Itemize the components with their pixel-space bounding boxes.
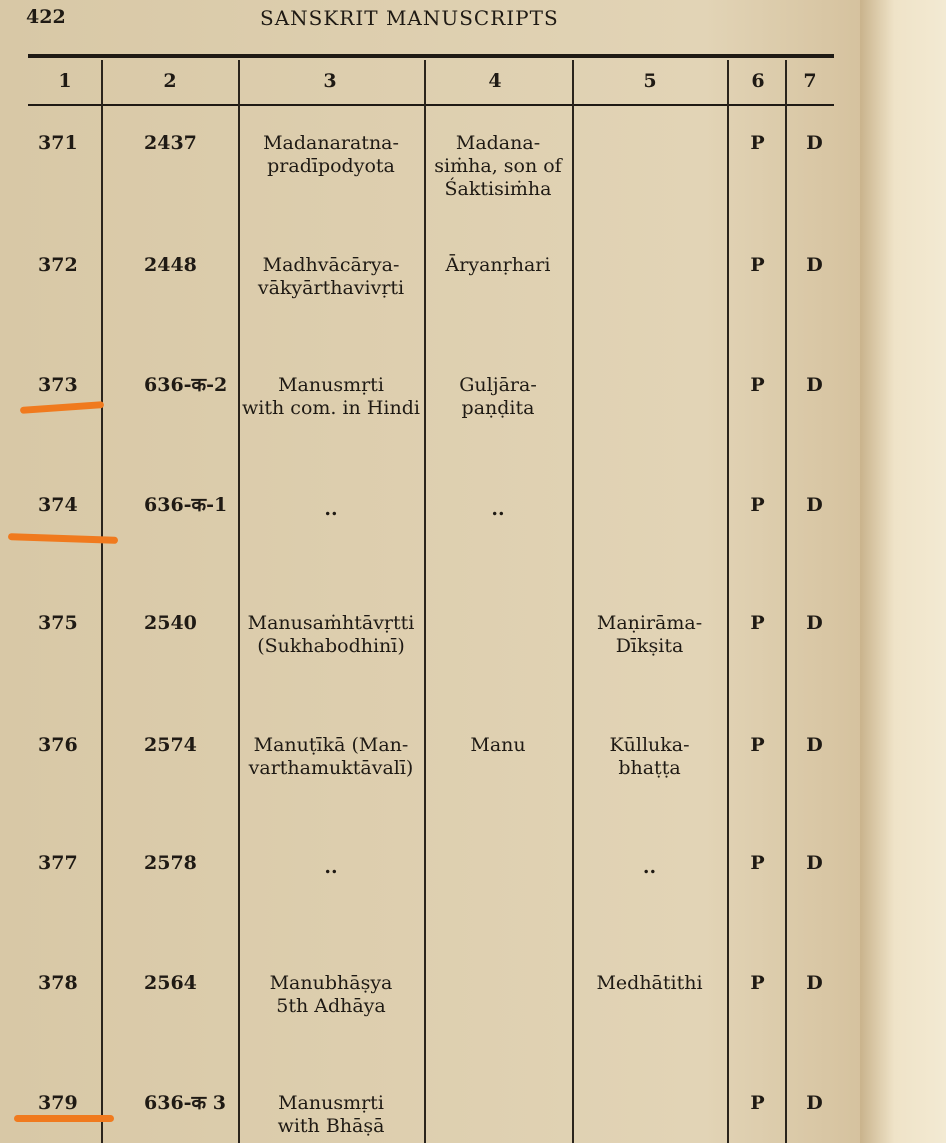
column-header-6: 6 bbox=[751, 70, 765, 92]
page-header bbox=[22, 4, 832, 40]
cell-col2-row375: 2540 bbox=[144, 612, 197, 634]
cell-col4-row371: Śaktisiṁha bbox=[444, 178, 552, 200]
cell-col1-row375: 375 bbox=[38, 612, 78, 634]
cell-col2-row376: 2574 bbox=[144, 734, 197, 756]
cell-col7-row379: D bbox=[806, 1092, 823, 1114]
running-title: SANSKRIT MANUSCRIPTS bbox=[260, 6, 559, 30]
column-header-1: 1 bbox=[58, 70, 72, 92]
column-header-4: 4 bbox=[488, 70, 502, 92]
cell-col1-row372: 372 bbox=[38, 254, 78, 276]
cell-col3-row379: with Bhāṣā bbox=[277, 1115, 385, 1137]
cell-col5-row375: Dīkṣita bbox=[615, 635, 684, 657]
cell-col6-row373: P bbox=[750, 374, 765, 396]
cell-col7-row377: D bbox=[806, 852, 823, 874]
cell-col3-row375: (Sukhabodhinī) bbox=[257, 635, 405, 657]
cell-col3-row372: vākyārthavivṛti bbox=[257, 277, 405, 299]
cell-col7-row373: D bbox=[806, 374, 823, 396]
page-number: 422 bbox=[26, 6, 66, 28]
cell-col3-row374: .. bbox=[324, 498, 338, 520]
cell-col1-row371: 371 bbox=[38, 132, 78, 154]
cell-col5-row378: Medhātithi bbox=[596, 972, 703, 994]
cell-col7-row374: D bbox=[806, 494, 823, 516]
cell-col6-row371: P bbox=[750, 132, 765, 154]
cell-col4-row371: siṁha, son of bbox=[434, 155, 562, 177]
cell-col3-row371: Madanaratna- bbox=[263, 132, 399, 154]
cell-col6-row377: P bbox=[750, 852, 765, 874]
cell-col4-row374: .. bbox=[491, 498, 505, 520]
highlight-mark bbox=[14, 1115, 114, 1122]
cell-col5-row377: .. bbox=[642, 856, 657, 878]
cell-col3-row378: 5th Adhāya bbox=[276, 995, 386, 1017]
cell-col7-row375: D bbox=[806, 612, 823, 634]
column-header-7: 7 bbox=[803, 70, 817, 92]
cell-col6-row375: P bbox=[750, 612, 765, 634]
page-edge bbox=[860, 0, 946, 1143]
cell-col7-row376: D bbox=[806, 734, 823, 756]
cell-col6-row378: P bbox=[750, 972, 765, 994]
cell-col7-row378: D bbox=[806, 972, 823, 994]
top-rule bbox=[28, 54, 834, 58]
cell-col1-row378: 378 bbox=[38, 972, 78, 994]
cell-col4-row373: Guljāra- bbox=[459, 374, 537, 396]
cell-col7-row372: D bbox=[806, 254, 823, 276]
cell-col3-row378: Manubhāṣya bbox=[269, 972, 393, 994]
cell-col5-row375: Maṇirāma- bbox=[596, 612, 703, 634]
cell-col4-row373: paṇḍita bbox=[461, 397, 535, 419]
cell-col2-row379: 636-क 3 bbox=[144, 1092, 226, 1114]
cell-col3-row376: varthamuktāvalī) bbox=[248, 757, 414, 779]
cell-col3-row373: with com. in Hindi bbox=[242, 397, 420, 419]
cell-col6-row376: P bbox=[750, 734, 765, 756]
column-header-5: 5 bbox=[643, 70, 657, 92]
cell-col2-row372: 2448 bbox=[144, 254, 197, 276]
cell-col1-row379: 379 bbox=[38, 1092, 78, 1114]
cell-col6-row379: P bbox=[750, 1092, 765, 1114]
cell-col1-row376: 376 bbox=[38, 734, 78, 756]
cell-col2-row371: 2437 bbox=[144, 132, 197, 154]
cell-col2-row378: 2564 bbox=[144, 972, 197, 994]
cell-col7-row371: D bbox=[806, 132, 823, 154]
cell-col3-row371: pradīpodyota bbox=[267, 155, 395, 177]
column-divider bbox=[424, 60, 426, 1143]
cell-col4-row376: Manu bbox=[470, 734, 526, 756]
cell-col5-row376: bhaṭṭa bbox=[618, 757, 681, 779]
cell-col3-row372: Madhvācārya- bbox=[262, 254, 400, 276]
cell-col2-row374: 636-क-1 bbox=[144, 494, 228, 516]
cell-col5-row376: Kūlluka- bbox=[609, 734, 690, 756]
cell-col6-row374: P bbox=[750, 494, 765, 516]
header-rule bbox=[28, 104, 834, 106]
column-header-3: 3 bbox=[323, 70, 337, 92]
cell-col4-row371: Madana- bbox=[455, 132, 541, 154]
cell-col3-row375: Manusaṁhtāvṛtti bbox=[247, 612, 415, 634]
cell-col2-row377: 2578 bbox=[144, 852, 197, 874]
cell-col4-row372: Āryanṛhari bbox=[445, 254, 551, 276]
column-divider bbox=[101, 60, 103, 1143]
cell-col1-row377: 377 bbox=[38, 852, 78, 874]
cell-col3-row376: Manuṭīkā (Man- bbox=[253, 734, 409, 756]
cell-col1-row373: 373 bbox=[38, 374, 78, 396]
column-header-2: 2 bbox=[163, 70, 177, 92]
cell-col1-row374: 374 bbox=[38, 494, 78, 516]
cell-col3-row379: Manusmṛti bbox=[278, 1092, 384, 1114]
cell-col3-row373: Manusmṛti bbox=[278, 374, 384, 396]
cell-col6-row372: P bbox=[750, 254, 765, 276]
column-divider bbox=[727, 60, 729, 1143]
cell-col2-row373: 636-क-2 bbox=[144, 374, 228, 396]
cell-col3-row377: .. bbox=[324, 856, 338, 878]
